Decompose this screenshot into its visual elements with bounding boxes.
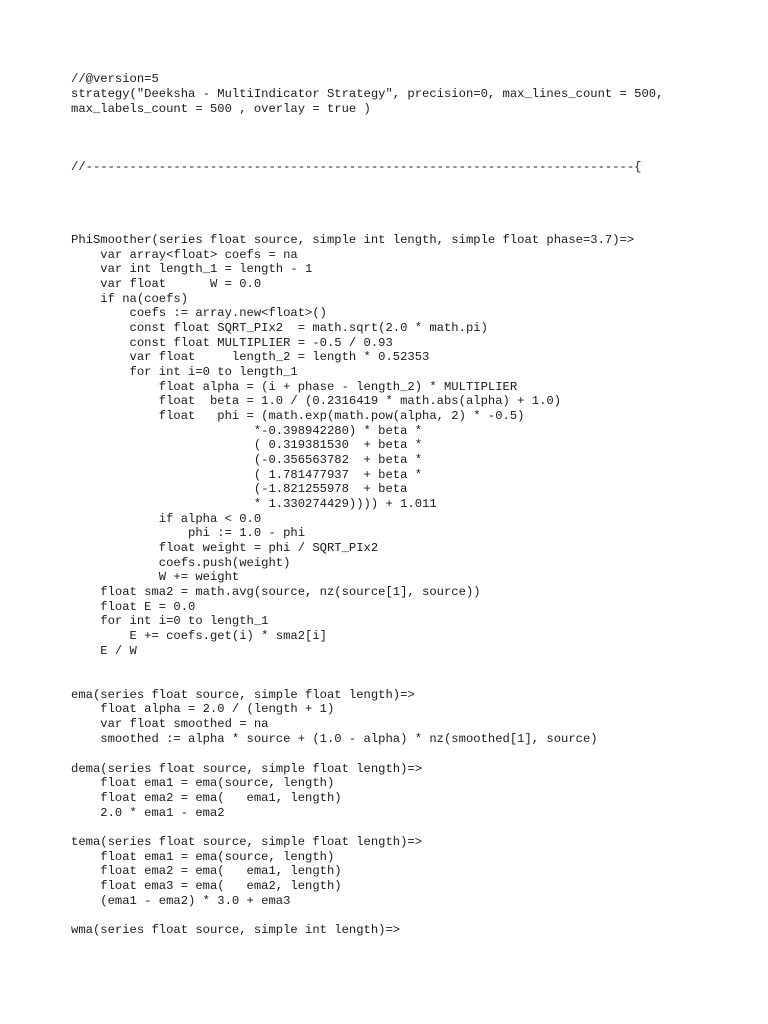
code-line: 2.0 * ema1 - ema2	[71, 806, 225, 820]
code-line: coefs := array.new<float>()	[71, 306, 327, 320]
code-line: float ema3 = ema( ema2, length)	[71, 879, 342, 893]
code-line: var array<float> coefs = na	[71, 248, 298, 262]
code-line: float E = 0.0	[71, 600, 196, 614]
code-line: max_labels_count = 500 , overlay = true )	[71, 102, 371, 116]
code-line: ema(series float source, simple float length)=>	[71, 688, 415, 702]
code-line: E / W	[71, 644, 137, 658]
code-line: * 1.330274429)))) + 1.011	[71, 497, 437, 511]
code-line: //@version=5	[71, 72, 159, 86]
code-line: ( 0.319381530 + beta *	[71, 438, 423, 452]
code-line: const float MULTIPLIER = -0.5 / 0.93	[71, 336, 393, 350]
code-line: ( 1.781477937 + beta *	[71, 468, 423, 482]
code-line: (-1.821255978 + beta	[71, 482, 408, 496]
code-line: tema(series float source, simple float length)=>	[71, 835, 423, 849]
code-line: smoothed := alpha * source + (1.0 - alpha) * nz(smoothed[1], source)	[71, 732, 598, 746]
code-line: PhiSmoother(series float source, simple int length, simple float phase=3.7)=>	[71, 233, 635, 247]
code-line: W += weight	[71, 570, 240, 584]
code-line: (-0.356563782 + beta *	[71, 453, 423, 467]
code-line: if alpha < 0.0	[71, 512, 262, 526]
code-line: float ema1 = ema(source, length)	[71, 850, 335, 864]
code-line: for int i=0 to length_1	[71, 614, 269, 628]
code-line: const float SQRT_PIx2 = math.sqrt(2.0 * math.pi)	[71, 321, 488, 335]
code-line: float alpha = (i + phase - length_2) * MULTIPLIER	[71, 380, 518, 394]
code-line: float ema1 = ema(source, length)	[71, 776, 335, 790]
code-line: float ema2 = ema( ema1, length)	[71, 791, 342, 805]
code-line: var float length_2 = length * 0.52353	[71, 350, 430, 364]
code-line: float sma2 = math.avg(source, nz(source[1], source))	[71, 585, 481, 599]
code-line: //---------------------------------------------------------------------------{	[71, 160, 642, 174]
code-line: var float W = 0.0	[71, 277, 262, 291]
code-line: phi := 1.0 - phi	[71, 526, 306, 540]
code-line: dema(series float source, simple float length)=>	[71, 762, 423, 776]
code-line: float alpha = 2.0 / (length + 1)	[71, 702, 335, 716]
code-line: strategy("Deeksha - MultiIndicator Strategy", precision=0, max_lines_count = 500,	[71, 87, 664, 101]
code-line: (ema1 - ema2) * 3.0 + ema3	[71, 894, 291, 908]
code-line: float beta = 1.0 / (0.2316419 * math.abs(alpha) + 1.0)	[71, 394, 562, 408]
code-line: var int length_1 = length - 1	[71, 262, 313, 276]
code-line: for int i=0 to length_1	[71, 365, 298, 379]
code-line: float phi = (math.exp(math.pow(alpha, 2) * -0.5)	[71, 409, 525, 423]
code-line: coefs.push(weight)	[71, 556, 291, 570]
code-line: if na(coefs)	[71, 292, 189, 306]
code-line: E += coefs.get(i) * sma2[i]	[71, 629, 327, 643]
code-line: *-0.398942280) * beta *	[71, 424, 423, 438]
code-line: float weight = phi / SQRT_PIx2	[71, 541, 379, 555]
code-line: wma(series float source, simple int length)=>	[71, 923, 401, 937]
code-line: float ema2 = ema( ema1, length)	[71, 864, 342, 878]
code-line: var float smoothed = na	[71, 717, 269, 731]
